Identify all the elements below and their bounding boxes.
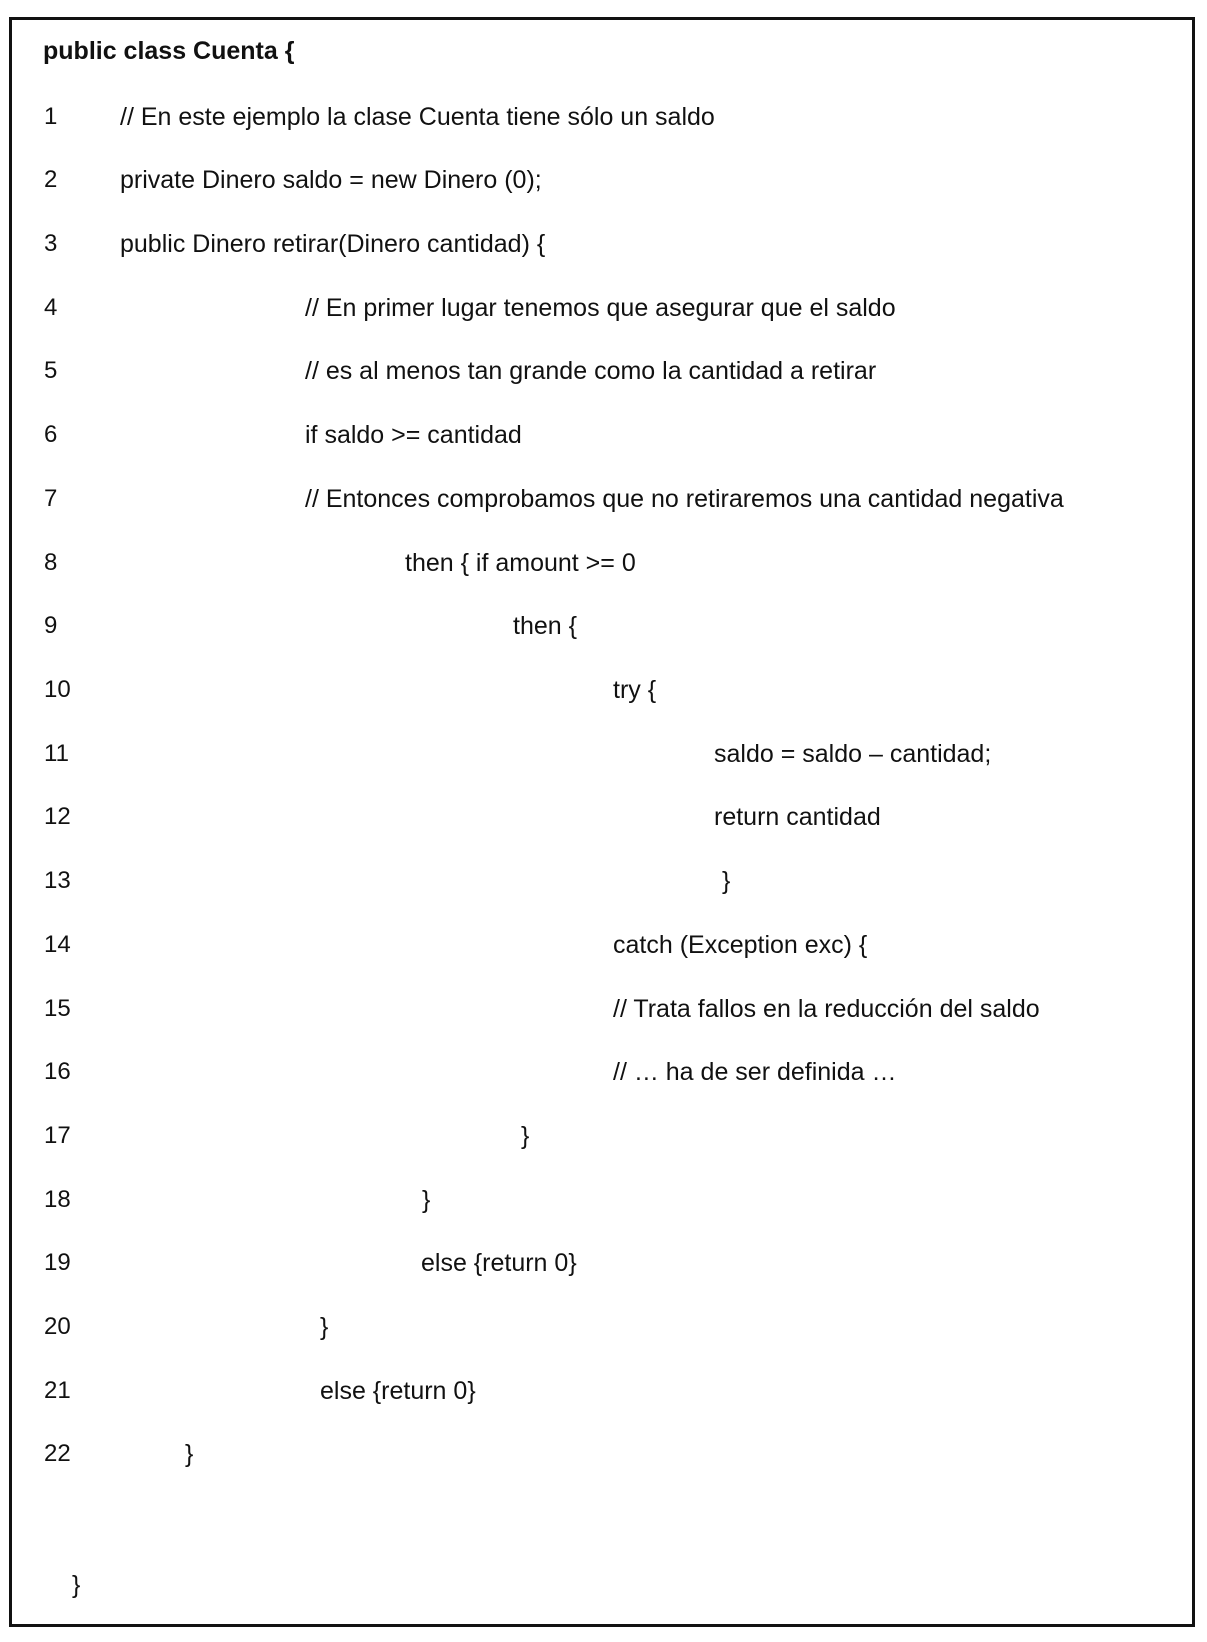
code-line-6 bbox=[0, 415, 1190, 455]
code-line-21 bbox=[0, 1371, 1190, 1411]
line-number: 5 bbox=[44, 357, 58, 384]
code-text: public Dinero retirar(Dinero cantidad) { bbox=[120, 230, 546, 258]
line-number: 13 bbox=[44, 867, 71, 894]
line-number: 9 bbox=[44, 612, 58, 639]
code-line-8 bbox=[0, 543, 1190, 583]
code-line-22 bbox=[0, 1434, 1190, 1474]
code-line-5 bbox=[0, 351, 1190, 391]
line-number: 7 bbox=[44, 485, 58, 512]
code-text: // es al menos tan grande como la cantidad a retirar bbox=[305, 357, 877, 385]
code-text: // Trata fallos en la reducción del saldo bbox=[613, 995, 1040, 1023]
line-number: 20 bbox=[44, 1313, 71, 1340]
line-number: 21 bbox=[44, 1377, 71, 1404]
code-text: then { if amount >= 0 bbox=[405, 549, 636, 577]
code-line-15 bbox=[0, 989, 1190, 1029]
code-text: } bbox=[320, 1313, 329, 1341]
line-number: 16 bbox=[44, 1058, 71, 1085]
code-text: return cantidad bbox=[714, 803, 881, 831]
line-number: 19 bbox=[44, 1249, 71, 1276]
code-text: } bbox=[422, 1186, 431, 1214]
code-line-16 bbox=[0, 1052, 1190, 1092]
code-line-7 bbox=[0, 479, 1190, 519]
line-number: 8 bbox=[44, 549, 58, 576]
class-closing-brace: } bbox=[72, 1571, 81, 1599]
line-number: 3 bbox=[44, 230, 58, 257]
code-text: saldo = saldo – cantidad; bbox=[714, 740, 992, 768]
code-line-1 bbox=[0, 97, 1190, 137]
code-text: then { bbox=[513, 612, 577, 640]
line-number: 2 bbox=[44, 166, 58, 193]
code-text: private Dinero saldo = new Dinero (0); bbox=[120, 166, 542, 194]
code-line-9 bbox=[0, 606, 1190, 646]
line-number: 1 bbox=[44, 103, 58, 130]
line-number: 15 bbox=[44, 995, 71, 1022]
line-number: 14 bbox=[44, 931, 71, 958]
code-line-3 bbox=[0, 224, 1190, 264]
code-line-2 bbox=[0, 160, 1190, 200]
code-text: catch (Exception exc) { bbox=[613, 931, 868, 959]
code-line-10 bbox=[0, 670, 1190, 710]
code-text: // … ha de ser definida … bbox=[613, 1058, 897, 1086]
code-text: else {return 0} bbox=[320, 1377, 476, 1405]
line-number: 4 bbox=[44, 294, 58, 321]
line-number: 11 bbox=[44, 740, 69, 767]
code-text: } bbox=[185, 1440, 194, 1468]
code-line-4 bbox=[0, 288, 1190, 328]
code-line-20 bbox=[0, 1307, 1190, 1347]
code-line-13 bbox=[0, 861, 1190, 901]
code-line-17 bbox=[0, 1116, 1190, 1156]
code-text: // En primer lugar tenemos que asegurar que el saldo bbox=[305, 294, 896, 322]
code-text: else {return 0} bbox=[421, 1249, 577, 1277]
code-text: } bbox=[722, 867, 731, 895]
line-number: 18 bbox=[44, 1186, 71, 1213]
line-number: 22 bbox=[44, 1440, 71, 1467]
code-text: // Entonces comprobamos que no retiraremos una cantidad negativa bbox=[305, 485, 1064, 513]
code-text: } bbox=[521, 1122, 530, 1150]
line-number: 17 bbox=[44, 1122, 71, 1149]
code-line-11 bbox=[0, 734, 1190, 774]
code-line-19 bbox=[0, 1243, 1190, 1283]
code-line-14 bbox=[0, 925, 1190, 965]
code-text: if saldo >= cantidad bbox=[305, 421, 522, 449]
class-declaration: public class Cuenta { bbox=[43, 37, 295, 65]
code-text: try { bbox=[613, 676, 657, 704]
line-number: 10 bbox=[44, 676, 71, 703]
line-number: 6 bbox=[44, 421, 58, 448]
code-line-18 bbox=[0, 1180, 1190, 1220]
code-line-12 bbox=[0, 797, 1190, 837]
line-number: 12 bbox=[44, 803, 71, 830]
code-text: // En este ejemplo la clase Cuenta tiene sólo un saldo bbox=[120, 103, 715, 131]
